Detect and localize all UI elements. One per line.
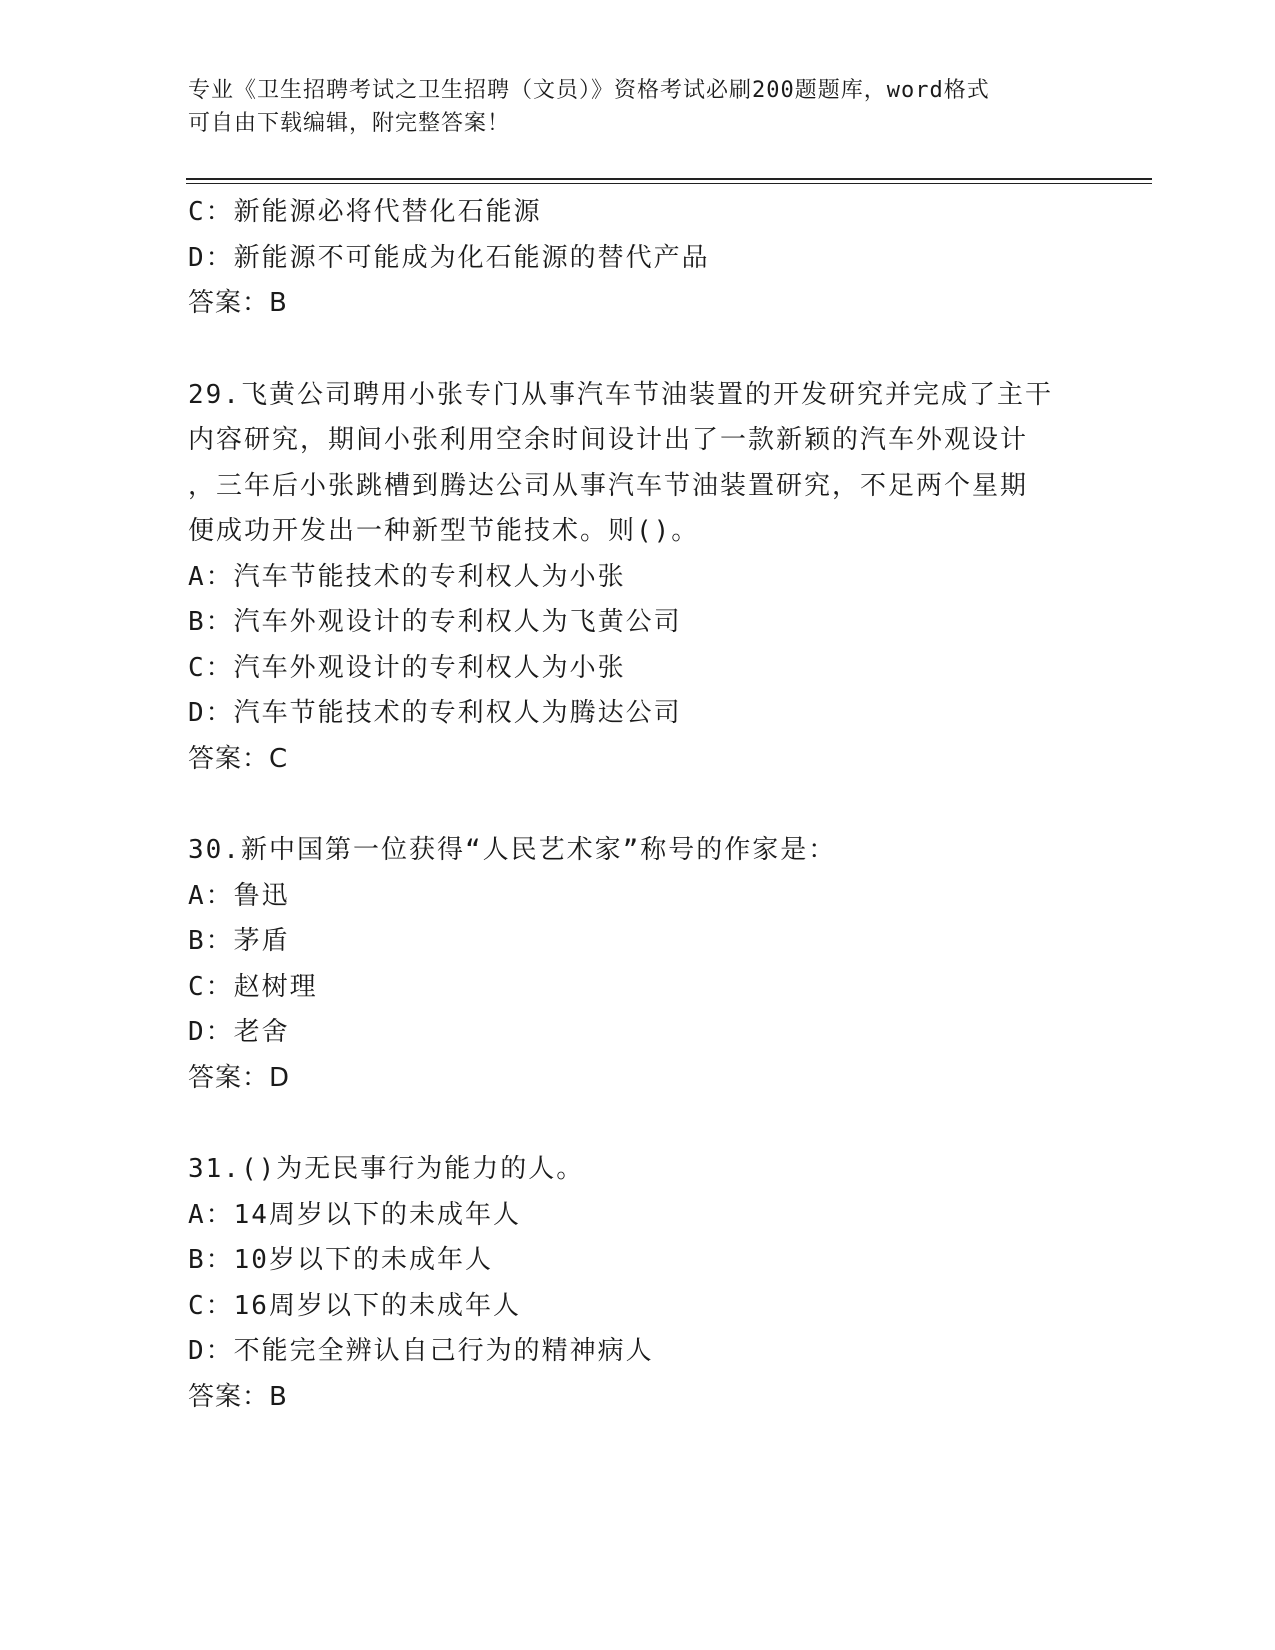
question-text-line: 便成功开发出一种新型节能技术。则()。 (188, 516, 700, 546)
spacer (188, 327, 1088, 373)
question-text-line: 31.()为无民事行为能力的人。 (188, 1154, 585, 1184)
header-rule-thick (186, 178, 1152, 180)
option-c: C：新能源必将代替化石能源 (188, 197, 542, 227)
question-text-line: 29.飞黄公司聘用小张专门从事汽车节油装置的开发研究并完成了主干 (188, 379, 1053, 410)
header-rule-thin (186, 183, 1152, 184)
option-d: D：汽车节能技术的专利权人为腾达公司 (188, 698, 682, 728)
answer-line: 答案：D (188, 1062, 291, 1093)
option-a: A：鲁迅 (188, 880, 290, 911)
answer-line: 答案：B (188, 288, 288, 318)
option-d: D：新能源不可能成为化石能源的替代产品 (188, 242, 710, 273)
option-c: C：16周岁以下的未成年人 (188, 1290, 521, 1321)
question-text-line: ，三年后小张跳槽到腾达公司从事汽车节油装置研究，不足两个星期 (188, 470, 1029, 501)
spacer (188, 1101, 1088, 1147)
question-28-continued (188, 190, 1088, 327)
option-b: B：汽车外观设计的专利权人为飞黄公司 (188, 607, 682, 637)
document-body (188, 190, 1088, 1420)
question-30 (188, 828, 1088, 1101)
option-d: D：不能完全辨认自己行为的精神病人 (188, 1336, 654, 1366)
question-text-line: 内容研究，期间小张利用空余时间设计出了一款新颖的汽车外观设计 (188, 425, 1029, 455)
answer-line: 答案：B (188, 1381, 288, 1412)
header-line-2: 可自由下载编辑，附完整答案！ (188, 111, 511, 136)
question-31 (188, 1147, 1088, 1420)
option-d: D：老舍 (188, 1017, 290, 1047)
option-a: A：汽车节能技术的专利权人为小张 (188, 561, 626, 592)
option-c: C：赵树理 (188, 971, 318, 1002)
option-a: A：14周岁以下的未成年人 (188, 1199, 521, 1230)
question-29 (188, 373, 1088, 783)
answer-line: 答案：C (188, 743, 289, 774)
spacer (188, 782, 1088, 828)
header-line-1: 专业《卫生招聘考试之卫生招聘（文员）》资格考试必刷200题题库，word格式 (188, 78, 990, 103)
option-b: B：10岁以下的未成年人 (188, 1245, 493, 1275)
question-text-line: 30.新中国第一位获得“人民艺术家”称号的作家是： (188, 835, 837, 865)
document-header (188, 74, 1068, 140)
option-b: B：茅盾 (188, 926, 290, 956)
option-c: C：汽车外观设计的专利权人为小张 (188, 652, 626, 683)
